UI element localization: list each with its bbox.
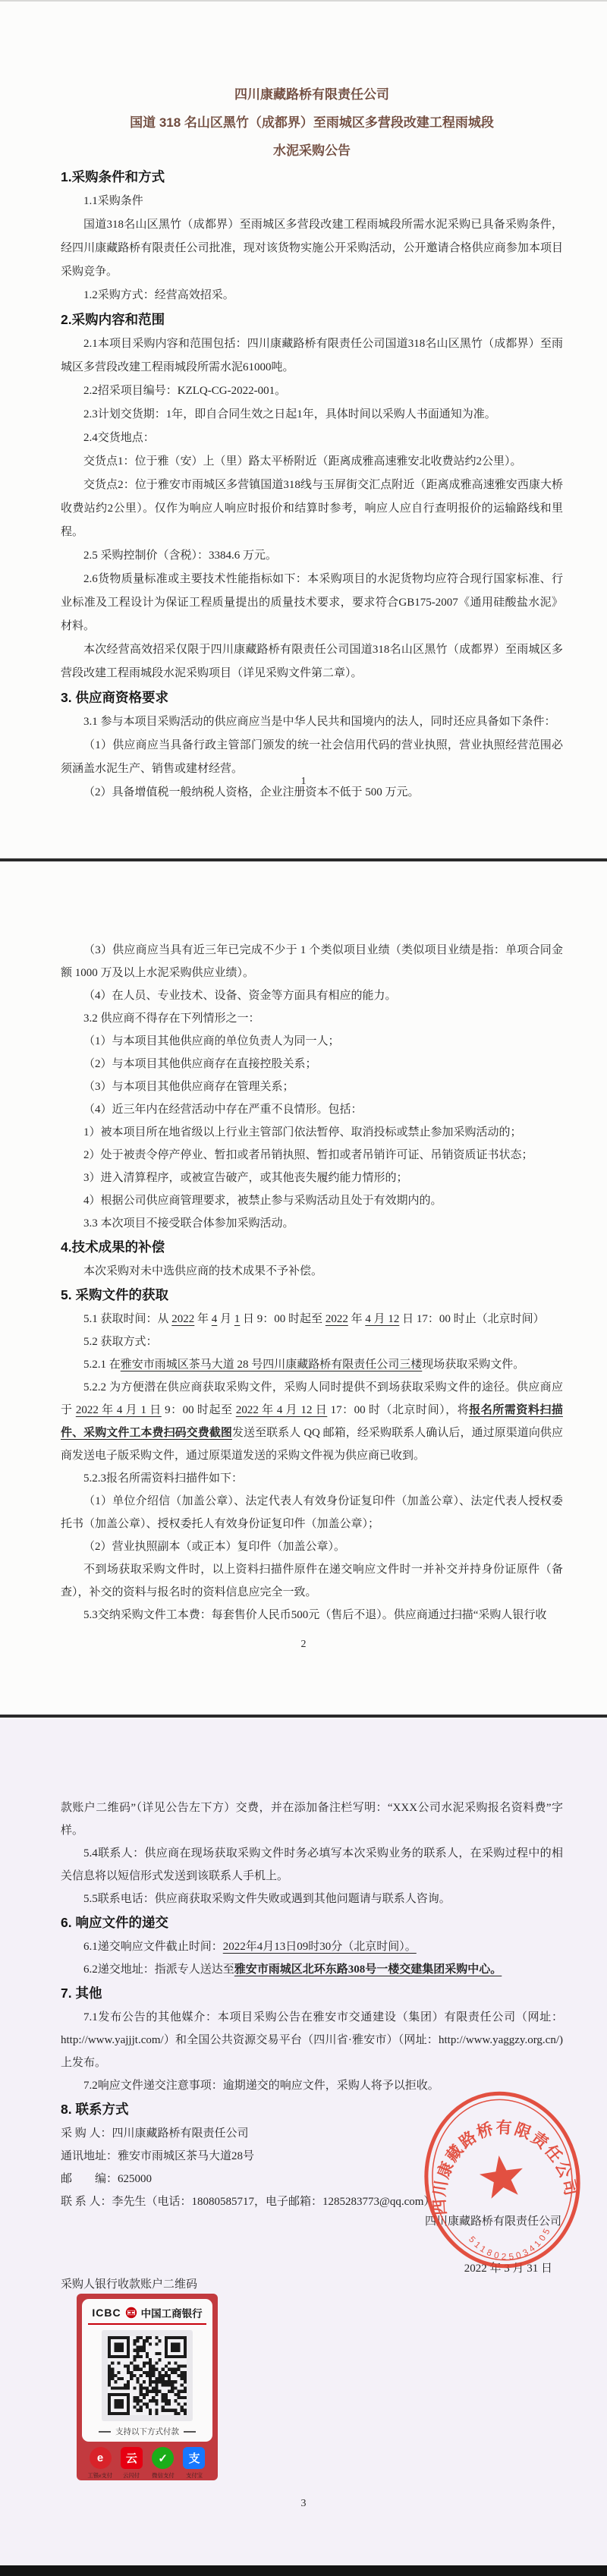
qr-code — [102, 2330, 193, 2421]
paragraph: 2.5 采购控制价（含税）：3384.6 万元。 — [83, 550, 278, 562]
paragraph: （2）营业执照副本（或正本）复印件（加盖公章）。 — [83, 1541, 346, 1553]
paragraph: 7.1发布公告的其他媒介：本项目采购公告在雅安市交通建设（集团）有限责任公司（网址：http://www.yajjjt.com/）和全国公共资源交易平台（四川省·雅安市）（网址：http://www.yaggzy.org.cn/)上发布。 — [61, 2011, 563, 2069]
paragraph: 采 购 人：四川康藏路桥有限责任公司 — [61, 2127, 249, 2140]
bank-name: 中国工商银行 — [140, 2308, 203, 2319]
doc-title: 四川康藏路桥有限责任公司 — [234, 87, 389, 102]
section-heading: 8. 联系方式 — [61, 2102, 129, 2117]
section-heading: 5. 采购文件的获取 — [61, 1287, 168, 1302]
paragraph: 邮 编：625000 — [61, 2173, 153, 2185]
doc-title: 水泥采购公告 — [273, 143, 351, 158]
paragraph: 3）进入清算程序，或被宣告破产，或其他丧失履约能力情形的； — [83, 1172, 408, 1184]
page-number: 2 — [300, 1639, 307, 1650]
paragraph: 联 系 人：李先生（电话：18080585717，电子邮箱：1285283773@qq.com） — [61, 2196, 436, 2208]
paragraph: （2）具备增值税一般纳税人资格，企业注册资本不低于 500 万元。 — [83, 786, 420, 798]
paragraph: 5.4联系人：供应商在现场获取采购文件时务必填写本次采购业务的联系人，在采购过程中的相关信息将以短信形式发送到该联系人手机上。 — [61, 1847, 563, 1882]
paragraph: 5.1 获取时间：从 2022 年 4 月 1 日 9：00 时起至 2022 年 4 月 12 日 17：00 时止（北京时间） — [83, 1313, 545, 1325]
seal-star — [477, 2152, 527, 2200]
payment-method-label: 微信支付 — [151, 2472, 175, 2479]
paragraph: 5.2.2 为方便潜在供应商获取采购文件，采购人同时提供不到场获取采购文件的途径。供应商应于 2022 年 4 月 1 日 9：00 时起至 2022 年 4 月 12 日 17：00 时（北京时间），将报名所需资料扫描件、采购文件工本费扫码交费截图发送至联系人 QQ 邮箱，经采购联系人确认后，通过原渠道向供应商发送电子版采购文件，通过原渠道发送的采购文件视为供应商已收到。 — [61, 1381, 563, 1462]
wechat-icon: ✓ — [152, 2447, 174, 2469]
paragraph: 本次采购对未中选供应商的技术成果不予补偿。 — [83, 1265, 323, 1277]
section-heading: 2.采购内容和范围 — [61, 312, 165, 327]
paragraph: 2.1本项目采购内容和范围包括：四川康藏路桥有限责任公司国道318名山区黑竹（成都界）至雨城区多营段改建工程雨城段所需水泥61000吨。 — [61, 338, 563, 373]
payment-method — [179, 2447, 209, 2480]
page-number: 1 — [300, 776, 307, 787]
paragraph: 5.2.1 在雅安市雨城区茶马大道 28 号四川康藏路桥有限责任公司三楼现场获取采购文件。 — [83, 1359, 525, 1371]
page-3 — [0, 1719, 607, 2565]
paragraph: （1）与本项目其他供应商的单位负责人为同一人； — [83, 1035, 340, 1047]
paragraph: 5.5联系电话：供应商获取采购文件失败或遇到其他问题请与联系人咨询。 — [83, 1893, 451, 1905]
paragraph: 交货点1：位于雅（安）上（里）路太平桥附近（距离成雅高速雅安北收费站约2公里）。 — [83, 455, 522, 468]
paragraph: 3.2 供应商不得存在下列情形之一： — [83, 1012, 260, 1025]
payment-method-label: 工银e支付 — [87, 2472, 113, 2479]
qr-section-label: 采购人银行收款账户二维码 — [61, 2278, 198, 2291]
paragraph: 1.1采购条件 — [83, 195, 143, 207]
section-heading: 6. 响应文件的递交 — [61, 1915, 168, 1930]
paragraph: （1）单位介绍信（加盖公章）、法定代表人有效身份证复印件（加盖公章）、法定代表人授权委托书（加盖公章）、授权委托人有效身份证复印件（加盖公章）； — [61, 1495, 563, 1530]
page-1 — [0, 2, 607, 861]
bank-qr-card — [77, 2294, 218, 2480]
caption-dash — [99, 2431, 111, 2433]
paragraph: 2.6货物质量标准或主要技术性能指标如下：本采购项目的水泥货物均应符合现行国家标准、行业标准及工程设计为保证工程质量提出的质量技术要求，要求符合GB175-2007《通用硅酸盐水泥》材料。 — [61, 573, 563, 632]
paragraph: 4）根据公司供应商管理要求，被禁止参与采购活动且处于有效期内的。 — [83, 1195, 442, 1207]
page-2-content — [0, 863, 607, 1627]
paragraph: 5.3交纳采购文件工本费：每套售价人民币500元（售后不退）。供应商通过扫描“采购人银行收 — [83, 1609, 547, 1621]
icbc-epay-icon: e — [90, 2447, 112, 2469]
scan-bottom-bar — [0, 2565, 607, 2576]
paragraph: （3）与本项目其他供应商存在管理关系； — [83, 1081, 294, 1093]
page-1-content — [0, 2, 607, 805]
payment-method-label: 云闪付 — [123, 2472, 140, 2479]
section-heading: 1.采购条件和方式 — [61, 169, 165, 184]
paragraph: （4）在人员、专业技术、设备、资金等方面具有相应的能力。 — [83, 990, 397, 1002]
bank-qr-card-inner — [82, 2299, 212, 2442]
payment-caption: 支持以下方式付款 — [115, 2428, 179, 2436]
icbc-wordmark: ICBC — [92, 2307, 121, 2319]
paragraph: 2.3计划交货期：1年，即自合同生效之日起1年，具体时间以采购人书面通知为准。 — [83, 408, 496, 420]
paragraph: 款账户二维码”（详见公告左下方）交费，并在添加备注栏写明：“XXX公司水泥采购报名资料费”字样。 — [61, 1802, 563, 1837]
paragraph: （1）供应商应当具备行政主管部门颁发的统一社会信用代码的营业执照，营业执照经营范围必须涵盖水泥生产、销售或建材经营。 — [61, 739, 563, 775]
paragraph: 6.1递交响应文件截止时间：2022年4月13日09时30分（北京时间）。 — [83, 1941, 417, 1953]
icbc-logo-icon — [125, 2307, 137, 2319]
paragraph: （3）供应商应当具有近三年已完成不少于 1 个类似项目业绩（类似项目业绩是指：单项合同金额 1000 万及以上水泥采购供应业绩）。 — [61, 944, 563, 979]
paragraph: 交货点2：位于雅安市雨城区多营镇国道318线与玉屏街交汇点附近（距离成雅高速雅安西康大桥收费站约2公里）。仅作为响应人响应时报价和结算时参考，响应人应自行查明报价的运输路线和里程。 — [61, 479, 563, 538]
paragraph: 3.3 本次项目不接受联合体参加采购活动。 — [83, 1217, 294, 1230]
paragraph: 2.4交货地点： — [83, 432, 155, 444]
paragraph: 3.1 参与本项目采购活动的供应商应当是中华人民共和国境内的法人，同时还应具备如下条件： — [83, 716, 556, 728]
page-2 — [0, 863, 607, 1718]
paragraph: 本次经营高效招采仅限于四川康藏路桥有限责任公司国道318名山区黑竹（成都界）至雨城区多营段改建工程雨城段水泥采购项目（详见采购文件第二章）。 — [61, 644, 563, 679]
bank-header — [88, 2305, 206, 2325]
payment-method — [148, 2447, 178, 2480]
paragraph: 2.2招采项目编号：KZLQ-CG-2022-001。 — [83, 385, 287, 397]
section-heading: 4.技术成果的补偿 — [61, 1239, 165, 1255]
payment-methods — [82, 2442, 212, 2480]
paragraph: 不到场获取采购文件时，以上资料扫描件原件在递交响应文件时一并补交并持身份证原件（备查），补交的资料与报名时的资料信息应完全一致。 — [61, 1564, 563, 1598]
paragraph: 5.2 获取方式： — [83, 1336, 158, 1348]
unionpay-icon: 云 — [121, 2447, 143, 2469]
paragraph: 6.2递交地址：指派专人送达至雅安市雨城区北环东路308号一楼交建集团采购中心。 — [83, 1963, 502, 1976]
signature-date: 2022 年 3 月 31 日 — [464, 2263, 552, 2275]
page-number: 3 — [300, 2498, 307, 2509]
company-seal — [422, 2088, 583, 2272]
paragraph: （4）近三年内在经营活动中存在严重不良情形。包括： — [83, 1104, 363, 1116]
seal-number-text: 5118025034105 — [467, 2225, 554, 2263]
paragraph: （2）与本项目其他供应商存在直接控股关系； — [83, 1058, 317, 1070]
paragraph: 2）处于被责令停产停业、暂扣或者吊销执照、暂扣或者吊销许可证、吊销资质证书状态； — [83, 1149, 533, 1161]
payment-method — [116, 2447, 146, 2480]
signature-company: 四川康藏路桥有限责任公司 — [424, 2215, 561, 2228]
paragraph: 1.2采购方式：经营高效招采。 — [83, 289, 234, 301]
qr-code-svg — [108, 2336, 187, 2415]
seal-company-text: 四川康藏路桥有限责任公司 — [431, 2119, 580, 2216]
payment-caption-row — [85, 2426, 209, 2437]
caption-dash — [184, 2431, 196, 2433]
section-heading: 3. 供应商资格要求 — [61, 690, 168, 705]
paragraph: 5.2.3报名所需资料扫描件如下： — [83, 1472, 244, 1485]
section-heading: 7. 其他 — [61, 1986, 102, 2001]
doc-title: 国道 318 名山区黑竹（成都界）至雨城区多营段改建工程雨城段 — [130, 115, 494, 130]
paragraph: 国道318名山区黑竹（成都界）至雨城区多营段改建工程雨城段所需水泥采购已具备采购条件，经四川康藏路桥有限责任公司批准，现对该货物实施公开采购活动，公开邀请合格供应商参加本项目采购竞争。 — [61, 219, 563, 278]
alipay-icon: 支 — [183, 2447, 205, 2469]
paragraph: 1）被本项目所在地省级以上行业主管部门依法暂停、取消投标或禁止参加采购活动的； — [83, 1126, 522, 1138]
payment-method — [85, 2447, 115, 2480]
paragraph: 通讯地址：雅安市雨城区茶马大道28号 — [61, 2150, 255, 2162]
payment-method-label: 支付宝 — [185, 2472, 203, 2479]
paragraph: 7.2响应文件递交注意事项：逾期递交的响应文件，采购人将予以拒收。 — [83, 2080, 439, 2092]
